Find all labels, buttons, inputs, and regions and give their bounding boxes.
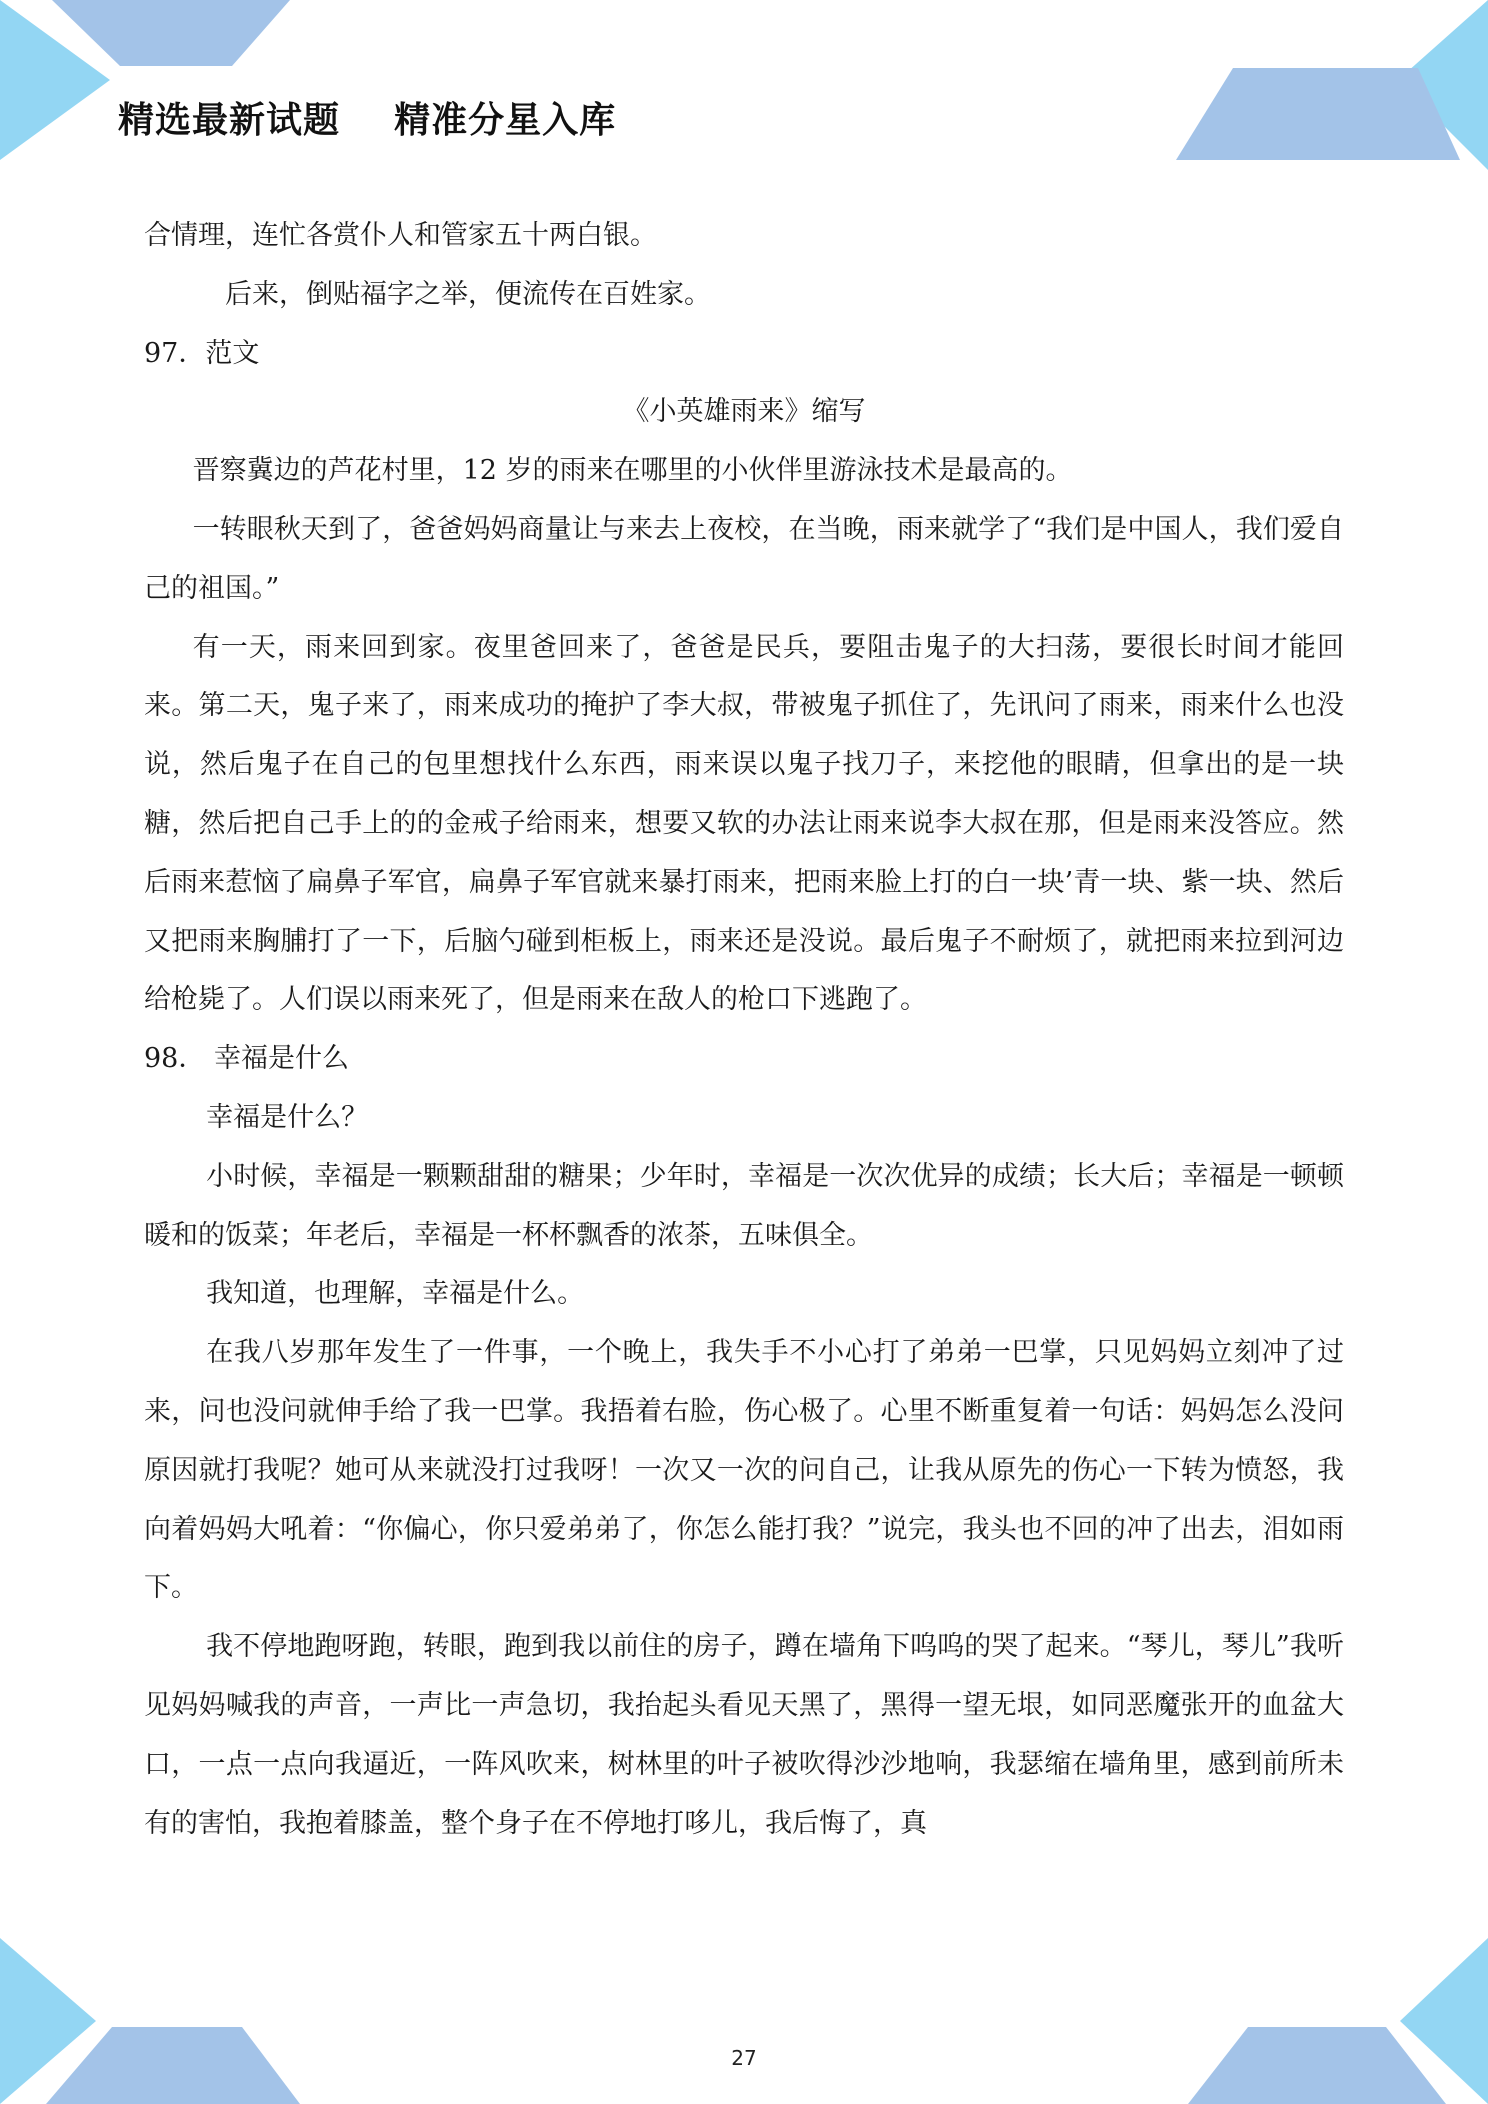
paragraph-continuation: 合情理，连忙各赏仆人和管家五十两白银。 — [144, 220, 657, 251]
page-number: 27 — [731, 2046, 757, 2070]
essay-title: 《小英雄雨来》缩写 — [622, 396, 866, 428]
paragraph-story-ending: 后来，倒贴福字之举，便流传在百姓家。 — [225, 278, 711, 310]
question-97-heading: 97．范文 — [144, 337, 260, 369]
question-98-heading: 98． 幸福是什么 — [144, 1043, 349, 1075]
paragraph: 一转眼秋天到了，爸爸妈妈商量让与来去上夜校，在当晚，雨来就学了“我们是中国人，我们爱自己的祖国。” — [144, 513, 1344, 604]
corner-triangle-top-left — [0, 0, 110, 160]
paragraph: 在我八岁那年发生了一件事，一个晚上，我失手不小心打了弟弟一巴掌，只见妈妈立刻冲了过来，问也没问就伸手给了我一巴掌。我捂着右脸，伤心极了。心里不断重复着一句话：妈妈怎么没问原因就打我呢？她可从来就没打过我呀！一次又一次的问自己，让我从原先的伤心一下转为愤怒，我向着妈妈大吼着：“你偏心，你只爱弟弟了，你怎么能打我？”说完，我头也不回的冲了出去，泪如雨下。 — [144, 1337, 1344, 1604]
paragraph: 小时候，幸福是一颗颗甜甜的糖果；少年时，幸福是一次次优异的成绩；长大后；幸福是一顿顿暖和的饭菜；年老后，幸福是一杯杯飘香的浓茶，五味俱全。 — [144, 1160, 1344, 1251]
paragraph: 晋察冀边的芦花村里，12 岁的雨来在哪里的小伙伴里游泳技术是最高的。 — [192, 455, 1073, 487]
paragraph: 我不停地跑呀跑，转眼，跑到我以前住的房子，蹲在墙角下呜呜的哭了起来。“琴儿，琴儿”我听见妈妈喊我的声音，一声比一声急切，我抬起头看见天黑了，黑得一望无垠，如同恶魔张开的血盆大口，一点一点向我逼近，一阵风吹来，树林里的叶子被吹得沙沙地响，我瑟缩在墙角里，感到前所未有的害怕，我抱着膝盖，整个身子在不停地打哆儿，我后悔了，真 — [144, 1631, 1344, 1839]
corner-triangle-bottom-left — [0, 1938, 96, 2104]
paragraph: 我知道，也理解，幸福是什么。 — [206, 1278, 585, 1310]
essay-title: 幸福是什么？ — [206, 1101, 369, 1133]
corner-triangle-bottom-right — [1400, 1938, 1488, 2104]
header-title: 精选最新试题 精准分星入库 — [118, 100, 617, 141]
corner-trapezoid-top-left — [52, 0, 290, 66]
paragraph: 有一天，雨来回到家。夜里爸回来了，爸爸是民兵，要阻击鬼子的大扫荡，要很长时间才能回来。第二天，鬼子来了，雨来成功的掩护了李大叔，带被鬼子抓住了，先讯问了雨来，雨来什么也没说，然后鬼子在自己的包里想找什么东西，雨来误以鬼子找刀子，来挖他的眼睛，但拿出的是一块糖，然后把自己手上的的金戒子给雨来，想要又软的办法让雨来说李大叔在那，但是雨来没答应。然后雨来惹恼了扁鼻子军官，扁鼻子军官就来暴打雨来，把雨来脸上打的白一块’青一块、紫一块、然后又把雨来胸脯打了一下，后脑勺碰到柜板上，雨来还是没说。最后鬼子不耐烦了，就把雨来拉到河边给枪毙了。人们误以雨来死了，但是雨来在敌人的枪口下逃跑了。 — [144, 631, 1344, 1016]
corner-trapezoid-top-right — [1176, 68, 1460, 160]
corner-triangle-top-right — [1398, 0, 1488, 170]
document-body — [144, 207, 1344, 1853]
